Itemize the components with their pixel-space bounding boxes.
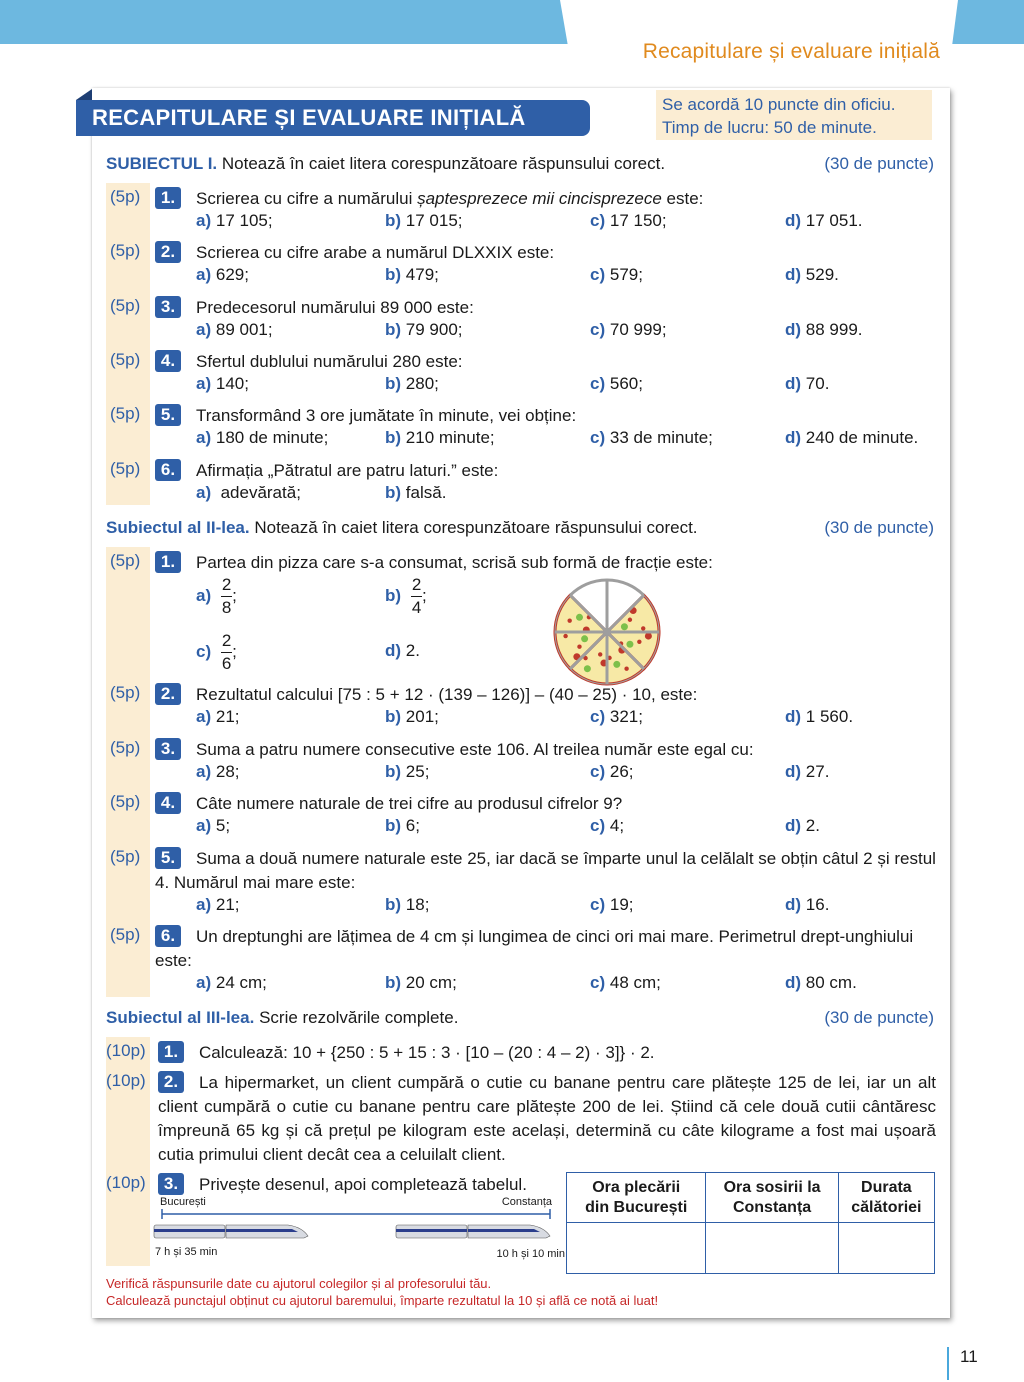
option-letter: d) (785, 816, 802, 835)
option-c (590, 762, 634, 782)
option-b (385, 483, 446, 503)
table-header-cell (838, 1173, 934, 1223)
option-letter: c) (590, 374, 606, 393)
option-d (785, 428, 918, 448)
option-b (385, 265, 439, 285)
option-d (785, 374, 829, 394)
question-number: 4. (155, 350, 181, 372)
question-number: 6. (155, 925, 181, 947)
subject-1-header (106, 154, 934, 174)
running-title: Recapitulare și evaluare inițială (642, 40, 940, 63)
train-route-figure (152, 1196, 567, 1266)
pizza-topping (576, 614, 583, 621)
option-value: 201; (405, 707, 439, 726)
question-text (196, 187, 936, 211)
option-letter: d) (785, 320, 802, 339)
header-line: călătoriei (851, 1198, 922, 1216)
option-a (196, 320, 273, 340)
option-letter: c) (590, 895, 606, 914)
option-letter: c) (590, 428, 606, 447)
option-c (590, 816, 624, 836)
pizza-topping (584, 665, 591, 672)
option-letter: a) (196, 428, 212, 447)
option-letter: d) (785, 707, 802, 726)
option-value: 18; (405, 895, 430, 914)
option-letter: b) (385, 374, 402, 393)
option-value: 6; (405, 816, 420, 835)
departure-time-label: 7 h și 35 min (155, 1246, 218, 1258)
answer-options (196, 320, 936, 344)
option-letter: c) (590, 762, 606, 781)
option-b (385, 973, 457, 993)
page-number-bar (947, 1347, 949, 1380)
answer-options (196, 428, 936, 452)
option-value: 70 999; (609, 320, 667, 339)
pizza-topping (598, 652, 602, 656)
answer-options (196, 707, 936, 731)
table-header-cell (706, 1173, 838, 1223)
question-text-part: Scrierea cu cifre a numărului (196, 189, 418, 208)
option-value: 4; (609, 816, 625, 835)
pizza-topping (567, 618, 571, 622)
option-value: 26; (609, 762, 634, 781)
option-d (785, 707, 853, 727)
option-value: 479; (405, 265, 439, 284)
question-number: 1. (158, 1041, 184, 1063)
option-c (590, 265, 643, 285)
option-letter: b) (385, 895, 402, 914)
option-b (385, 762, 429, 782)
option-value: 560; (609, 374, 643, 393)
option-value: 88 999. (805, 320, 863, 339)
info-box (656, 90, 932, 140)
question-points: (5p) (110, 187, 141, 206)
fraction (411, 575, 422, 618)
table-header-cell (567, 1173, 706, 1223)
question-text: Predecesorul numărului 89 000 este: (196, 298, 474, 317)
option-d (785, 895, 829, 915)
pizza-topping (628, 618, 632, 622)
option-letter: a) (196, 211, 212, 230)
option-letter: a) (196, 707, 212, 726)
question-points: (5p) (110, 738, 141, 757)
option-letter: d) (785, 428, 802, 447)
question-number: 3. (155, 738, 181, 760)
option-c (590, 973, 661, 993)
answer-options (196, 895, 936, 919)
option-value: 210 minute; (405, 428, 495, 447)
end-city-label: Constanța (501, 1196, 552, 1208)
option-value: 28; (215, 762, 240, 781)
question-number: 2. (155, 241, 181, 263)
option-a (196, 816, 230, 836)
subject-1-points: (30 de puncte) (824, 154, 934, 173)
pizza-topping (637, 640, 641, 644)
fraction-numerator: 2 (411, 575, 422, 594)
question-points: (5p) (110, 241, 141, 260)
option-value: 5; (215, 816, 231, 835)
option-letter: b) (385, 762, 402, 781)
option-value: 21; (215, 895, 240, 914)
option-value: 25; (405, 762, 430, 781)
fraction-bar (221, 596, 232, 597)
subject-2-label: Subiectul al II-lea. (106, 518, 250, 537)
subject-1-label: SUBIECTUL I. (106, 154, 218, 173)
option-letter: c) (196, 641, 212, 661)
option-value: 19; (609, 895, 634, 914)
question-number: 4. (155, 792, 181, 814)
option-value: 17 051. (805, 211, 863, 230)
option-letter: b) (385, 428, 402, 447)
question-points: (5p) (110, 296, 141, 315)
question-text: Afirmația „Pătratul are patru laturi.” este: (196, 461, 499, 480)
option-letter: b) (385, 585, 402, 605)
option-suffix: ; (422, 585, 427, 605)
option-value: 16. (805, 895, 830, 914)
option-a (196, 374, 249, 394)
option-a (196, 973, 267, 993)
answer-options (196, 973, 936, 997)
option-value: 629; (215, 265, 249, 284)
question-text: La hipermarket, un client cumpără o cutie cu banane pentru care plătește 125 de lei, iar un alt client cumpără o cutie cu banane pentru care plătește 200 de lei. Știind că cele două cutii cântăresc împreună 65 kg și că prețul pe kilogram este același, determină cu câte kilograme a fost mai ușoară cutia primului client decât cea a celuilalt client. (158, 1073, 936, 1164)
question-number: 1. (155, 551, 181, 573)
option-value: 240 de minute. (805, 428, 919, 447)
question-points: (5p) (110, 925, 141, 944)
option-value: 21; (215, 707, 240, 726)
option-c (590, 707, 643, 727)
answer-options (196, 265, 936, 289)
question-text: Calculează: 10 + {250 : 5 + 15 : 3 · [10 – (20 : 4 – 2) · 3]} · 2. (199, 1043, 655, 1062)
option-letter: d) (785, 265, 802, 284)
option-letter: a) (196, 973, 212, 992)
option-a (196, 762, 240, 782)
question-text: Transformând 3 ore jumătate în minute, vei obține: (196, 406, 577, 425)
option-letter: a) (196, 265, 212, 284)
arrival-time-label: 10 h și 10 min (496, 1248, 565, 1260)
option-value: 529. (805, 265, 839, 284)
answer-options (196, 816, 936, 840)
header-line: Ora plecării (592, 1178, 681, 1196)
pizza-topping (645, 633, 652, 640)
header-line: Constanța (732, 1198, 812, 1216)
question-points: (5p) (110, 847, 141, 866)
train-icon (396, 1225, 550, 1238)
fraction (221, 631, 232, 674)
option-a (196, 428, 328, 448)
subject-3-header (106, 1008, 934, 1028)
option-suffix: ; (232, 641, 237, 661)
question-number: 5. (155, 404, 181, 426)
start-city-label: București (160, 1196, 206, 1208)
question-points: (5p) (110, 683, 141, 702)
question-text: Partea din pizza care s-a consumat, scrisă sub formă de fracție este: (196, 553, 713, 572)
option-value: 17 015; (405, 211, 463, 230)
option-b (385, 816, 420, 836)
option-d (785, 320, 863, 340)
option-letter: b) (385, 973, 402, 992)
option-letter: c) (590, 707, 606, 726)
question-points: (10p) (106, 1071, 146, 1090)
question-points: (5p) (110, 404, 141, 423)
option-letter: d) (785, 211, 802, 230)
answer-options (196, 374, 936, 398)
option-value: 48 cm; (609, 973, 661, 992)
table-header-row (567, 1173, 935, 1223)
option-c (196, 631, 237, 674)
pizza-topping (626, 641, 633, 648)
question-points: (5p) (110, 459, 141, 478)
subject-1-instruction: Notează în caiet litera corespunzătoare răspunsului corect. (221, 154, 666, 173)
option-letter: a) (196, 320, 212, 339)
page-number: 11 (960, 1347, 978, 1366)
points-strip (106, 183, 150, 505)
pizza-illustration (552, 577, 662, 687)
subject-3-points: (30 de puncte) (824, 1008, 934, 1027)
option-value: 79 900; (405, 320, 463, 339)
question-points: (5p) (110, 792, 141, 811)
answer-options (196, 762, 936, 786)
question-number: 3. (155, 296, 181, 318)
question-text-part: este: (661, 189, 704, 208)
option-value: 2. (805, 816, 820, 835)
pizza-topping (624, 666, 628, 670)
option-a (196, 483, 301, 503)
option-letter: a) (196, 816, 212, 835)
option-letter: a) (196, 483, 212, 502)
question-points: (5p) (110, 551, 141, 570)
fraction-bar (221, 652, 232, 653)
question-points: (10p) (106, 1173, 146, 1192)
subject-2-instruction: Notează în caiet litera corespunzătoare răspunsului corect. (254, 518, 698, 537)
fraction-bar (411, 596, 422, 597)
option-letter: b) (385, 265, 402, 284)
footer-note-grade: Calculează punctajul obținut cu ajutorul baremului, împarte rezultatul la 10 și află ce notă ai luat! (106, 1293, 659, 1308)
header-line: din București (585, 1198, 688, 1216)
info-line-time: Timp de lucru: 50 de minute. (662, 118, 877, 137)
option-value: 2. (405, 641, 420, 660)
option-value: 20 cm; (405, 973, 457, 992)
option-letter: b) (385, 816, 402, 835)
option-letter: d) (785, 374, 802, 393)
option-d (385, 641, 420, 661)
option-a (196, 211, 273, 231)
option-letter: d) (785, 762, 802, 781)
option-value: 1 560. (805, 707, 854, 726)
question-text: Un dreptunghi are lățimea de 4 cm și lungimea de cinci ori mai mare. Perimetrul drept-unghiului este: (155, 927, 914, 970)
option-letter: d) (785, 895, 802, 914)
option-d (785, 973, 857, 993)
option-c (590, 320, 667, 340)
option-letter: d) (385, 641, 402, 660)
question-text: Suma a patru numere consecutive este 106. Al treilea număr este egal cu: (196, 740, 754, 759)
question-text-italic: șaptesprezece mii cincisprezece (417, 189, 662, 208)
route-line (152, 1206, 567, 1246)
option-letter: c) (590, 973, 606, 992)
fraction-denominator: 6 (221, 654, 232, 673)
question-number: 5. (155, 847, 181, 869)
pizza-topping (641, 626, 645, 630)
question-number: 6. (155, 459, 181, 481)
question-points: (10p) (106, 1041, 146, 1060)
option-letter: a) (196, 762, 212, 781)
option-letter: a) (196, 895, 212, 914)
pizza-topping (613, 661, 620, 668)
info-line-points: Se acordă 10 puncte din oficiu. (662, 95, 896, 114)
option-b (385, 320, 463, 340)
fraction-denominator: 8 (221, 598, 232, 617)
option-suffix: ; (232, 585, 237, 605)
question-number: 1. (155, 187, 181, 209)
option-a (196, 265, 249, 285)
pizza-cut-lines (555, 580, 659, 684)
option-b (385, 895, 429, 915)
option-value: 280; (405, 374, 439, 393)
question-text: Suma a două numere naturale este 25, iar dacă se împarte unul la celălalt se obțin câtul 2 și restul 4. Numărul mai mare este: (155, 849, 936, 892)
option-letter: b) (385, 211, 402, 230)
option-b (385, 374, 439, 394)
option-value: 321; (609, 707, 643, 726)
option-c (590, 895, 634, 915)
question-number: 2. (155, 683, 181, 705)
option-a (196, 707, 240, 727)
table-cell-empty[interactable] (838, 1223, 934, 1274)
option-letter: c) (590, 211, 606, 230)
subject-2-points: (30 de puncte) (824, 518, 934, 537)
question-number: 3. (158, 1173, 184, 1195)
fraction-denominator: 4 (411, 598, 422, 617)
subject-3-instruction: Scrie rezolvările complete. (259, 1008, 459, 1027)
option-value: 17 105; (215, 211, 273, 230)
fraction-numerator: 2 (221, 575, 232, 594)
option-value: 80 cm. (805, 973, 857, 992)
subject-3-label: Subiectul al III-lea. (106, 1008, 255, 1027)
option-value: 89 001; (215, 320, 273, 339)
option-b (385, 211, 463, 231)
option-letter: c) (590, 320, 606, 339)
option-b (385, 428, 495, 448)
banner-fold (76, 89, 92, 100)
option-b (385, 575, 427, 618)
option-letter: c) (590, 265, 606, 284)
test-title-banner: RECAPITULARE ȘI EVALUARE INIȚIALĂ (76, 100, 590, 136)
footer-note-verify: Verifică răspunsurile date cu ajutorul colegilor și al profesorului tău. (106, 1276, 492, 1291)
fraction-numerator: 2 (221, 631, 232, 650)
question-text: Câte numere naturale de trei cifre au produsul cifrelor 9? (196, 794, 623, 813)
option-letter: d) (785, 973, 802, 992)
question-text: Privește desenul, apoi completează tabelul. (199, 1175, 527, 1194)
table-cell-empty[interactable] (567, 1223, 706, 1274)
question-number: 2. (158, 1071, 184, 1093)
option-value: 17 150; (609, 211, 667, 230)
option-letter: b) (385, 320, 402, 339)
answer-options (196, 211, 936, 235)
option-value: falsă. (405, 483, 447, 502)
option-c (590, 428, 713, 448)
option-value: adevărată; (215, 483, 301, 502)
train-icon (154, 1225, 308, 1238)
option-letter: b) (385, 483, 402, 502)
subject-2-header (106, 518, 934, 538)
option-letter: b) (385, 707, 402, 726)
option-d (785, 265, 839, 285)
table-cell-empty[interactable] (706, 1223, 838, 1274)
fraction (221, 575, 232, 618)
pizza-topping (563, 634, 567, 638)
option-value: 140; (215, 374, 249, 393)
option-letter: a) (196, 374, 212, 393)
option-c (590, 374, 643, 394)
option-value: 33 de minute; (609, 428, 713, 447)
option-value: 579; (609, 265, 643, 284)
pizza-topping (621, 623, 628, 630)
option-c (590, 211, 667, 231)
header-line: Ora sosirii la (723, 1178, 821, 1196)
question-text: Rezultatul calcului [75 : 5 + 12 · (139 – 126)] – (40 – 25) · 10, este: (196, 685, 698, 704)
option-d (785, 816, 820, 836)
option-value: 70. (805, 374, 830, 393)
question-text: Sfertul dublului numărului 280 este: (196, 352, 463, 371)
header-line: Durata (861, 1178, 912, 1196)
pizza-topping (577, 645, 581, 649)
option-d (785, 211, 863, 231)
table-row (567, 1223, 935, 1274)
pizza-topping (581, 635, 588, 642)
option-a (196, 575, 237, 618)
option-d (785, 762, 829, 782)
travel-table (566, 1172, 935, 1274)
option-value: 180 de minute; (215, 428, 329, 447)
option-b (385, 707, 439, 727)
option-value: 27. (805, 762, 830, 781)
question-text: Scrierea cu cifre arabe a numărul DLXXIX este: (196, 243, 555, 262)
option-letter: c) (590, 816, 606, 835)
answer-options (196, 483, 936, 507)
question-points: (5p) (110, 350, 141, 369)
option-a (196, 895, 240, 915)
option-letter: a) (196, 585, 212, 605)
option-value: 24 cm; (215, 973, 267, 992)
